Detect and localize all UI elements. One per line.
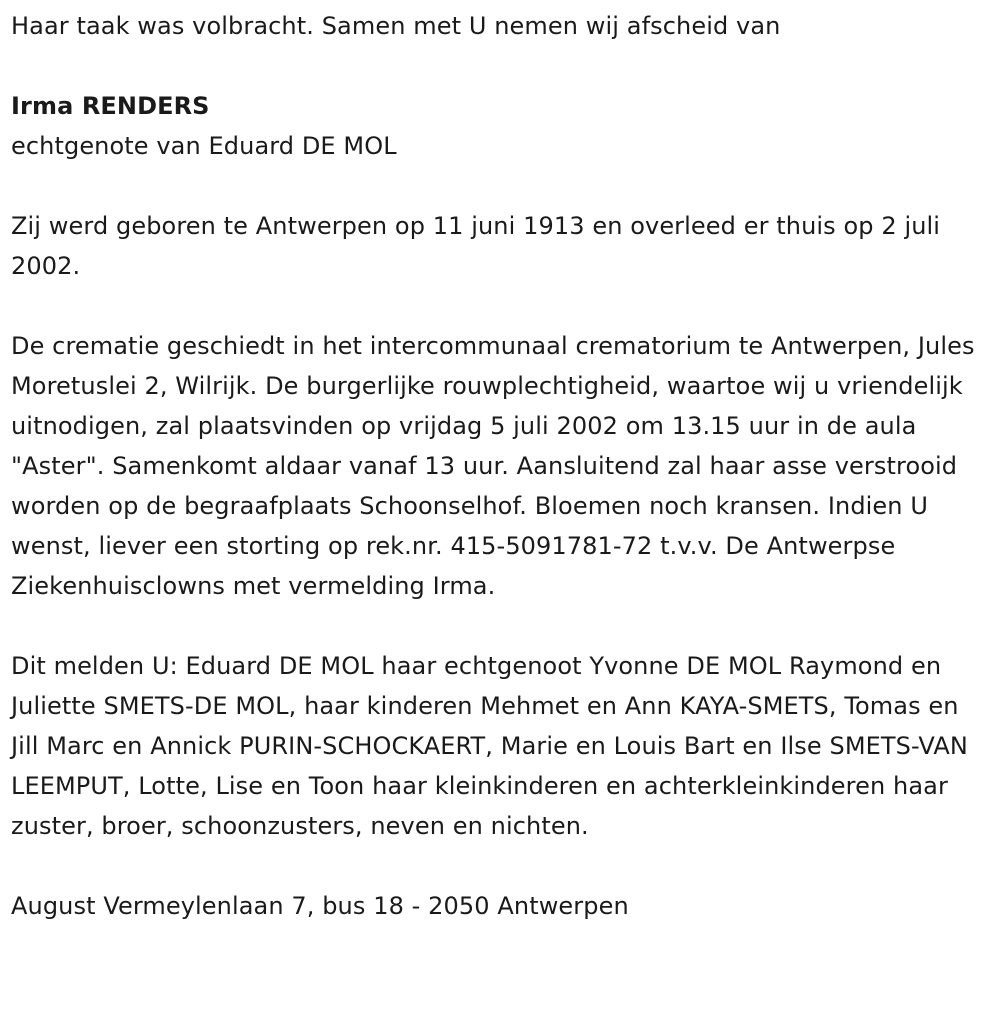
ceremony-text: De crematie geschiedt in het intercommunaal crematorium te Antwerpen, Jules Moretuslei 2, Wilrijk. De burgerlijke rouwplechtigheid, waartoe wij u vriendelijk uitnodigen, zal plaatsvinden op vrijdag 5 juli 2002 om 13.15 uur in de aula "Aster". Samenkomt aldaar vanaf 13 uur. Aansluitend zal haar asse verstrooid worden op de begraafplaats Schoonselhof. Bloemen noch kransen. Indien U wenst, liever een storting op rek.nr. 415-5091781-72 t.v.v. De Antwerpse Ziekenhuisclowns met vermelding Irma. — [11, 332, 975, 600]
birth-death-text: Zij werd geboren te Antwerpen op 11 juni 1913 en overleed er thuis op 2 juli 2002. — [11, 212, 941, 280]
spacer — [11, 286, 985, 326]
spacer — [11, 606, 985, 646]
intro-text: Haar taak was volbracht. Samen met U nemen wij afscheid van — [11, 12, 781, 40]
spacer — [11, 46, 985, 86]
family-text: Dit melden U: Eduard DE MOL haar echtgenoot Yvonne DE MOL Raymond en Juliette SMETS-DE MOL, haar kinderen Mehmet en Ann KAYA-SMETS, Tomas en Jill Marc en Annick PURIN-SCHOCKAERT, Marie en Louis Bart en Ilse SMETS-VAN LEEMPUT, Lotte, Lise en Toon haar kleinkinderen en achterkleinkinderen haar zuster, broer, schoonzusters, neven en nichten. — [11, 652, 968, 840]
deceased-name: Irma RENDERS — [11, 92, 210, 120]
spouse-line: echtgenote van Eduard DE MOL — [11, 132, 397, 160]
address-text: August Vermeylenlaan 7, bus 18 - 2050 Antwerpen — [11, 892, 629, 920]
spacer — [11, 166, 985, 206]
spacer — [11, 846, 985, 886]
